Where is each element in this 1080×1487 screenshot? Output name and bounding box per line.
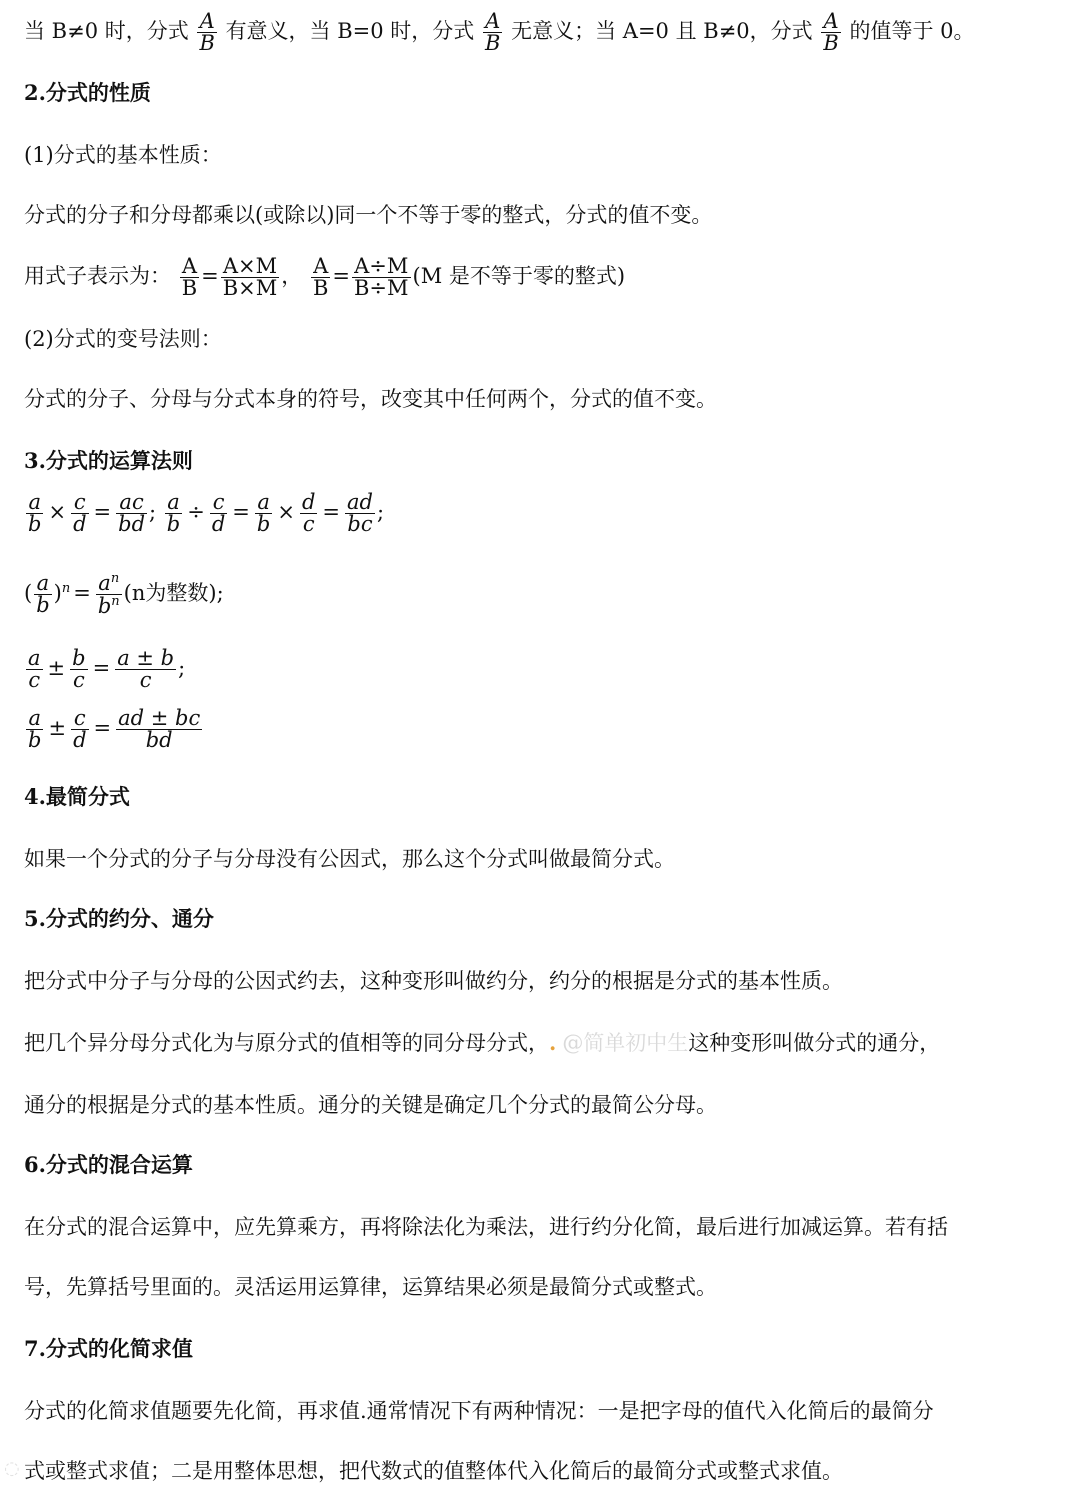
section-2-sub1: (1)分式的基本性质： <box>24 143 222 167</box>
formula-note: (M 是不等于零的整式) <box>412 264 626 288</box>
section-6-p2: 号，先算括号里面的。灵活运用运算律，运算结果必须是最简分式或整式。 <box>24 1275 717 1299</box>
rule-multiply-divide: $\frac{a}{b}$ × $\frac{c}{d}$ = $\frac{ac}{bd}$ ; $\frac{a}{b}$ ÷ $\frac{c}{d}$ = $\frac{a}{b}$ × $\frac{d}{c}$ = $\frac{ad}{bc}$ ; <box>28 490 385 536</box>
rule-different-denominator: $\frac{a}{b}$ ± $\frac{c}{d}$ = $\frac{ad \pm bc}{bd}$ <box>28 706 201 752</box>
intro-line <box>24 6 1074 56</box>
intro-text-2: 有意义，当 B=0 时，分式 <box>225 19 475 43</box>
fraction-a-over-b: $\frac{A}{B}$ <box>823 9 839 55</box>
watermark-text: @简单初中生 <box>562 1031 689 1055</box>
section-4-p1: 如果一个分式的分子与分母没有公因式，那么这个分式叫做最简分式。 <box>24 847 675 871</box>
section-5-title: 5.分式的约分、通分 <box>24 906 214 931</box>
section-7-p1: 分式的化简求值题要先化简，再求值.通常情况下有两种情况：一是把字母的值代入化简后的最简分 <box>24 1399 934 1423</box>
rule-same-denominator: $\frac{a}{c}$ ± $\frac{b}{c}$ = $\frac{a \pm b}{c}$ ; <box>28 646 186 692</box>
fraction-a-b: $\frac{A}{B}$ <box>181 254 198 300</box>
power-note: (n为整数); <box>123 581 224 605</box>
fraction-a-over-b: $\frac{A}{B}$ <box>485 9 501 55</box>
equals-sign: = <box>201 264 219 288</box>
section-2-p2: 分式的分子、分母与分式本身的符号，改变其中任何两个，分式的值不变。 <box>24 387 717 411</box>
section-5-p1: 把分式中分子与分母的公因式约去，这种变形叫做约分，约分的根据是分式的基本性质。 <box>24 969 843 993</box>
fraction-ad-bd: $\frac{A\div M}{B\div M}$ <box>354 254 409 300</box>
section-2-sub2: (2)分式的变号法则： <box>24 327 222 351</box>
section-6-title: 6.分式的混合运算 <box>24 1152 193 1177</box>
intro-text-1: 当 B≠0 时，分式 <box>24 19 189 43</box>
comma: ， <box>281 264 303 288</box>
equals-sign: = <box>332 264 350 288</box>
formula-label: 用式子表示为： <box>24 264 171 288</box>
section-5-p2: 把几个异分母分式化为与原分式的值相等的同分母分式，. @简单初中生这种变形叫做分式的通分， <box>24 1030 941 1055</box>
logo-watermark-icon: ◌ <box>4 1458 20 1479</box>
watermark-dot: . <box>549 1030 557 1055</box>
section-5-p3: 通分的根据是分式的基本性质。通分的关键是确定几个分式的最简公分母。 <box>24 1093 717 1117</box>
section-3-title: 3.分式的运算法则 <box>24 448 193 473</box>
section-7-title: 7.分式的化简求值 <box>24 1336 193 1361</box>
section-2-formula <box>24 246 1074 306</box>
intro-text-4: 的值等于 0。 <box>849 19 975 43</box>
fraction-a-over-b: $\frac{A}{B}$ <box>199 9 215 55</box>
fraction-am-bm: $\frac{A\times M}{B\times M}$ <box>222 254 278 300</box>
intro-text-3: 无意义；当 A=0 且 B≠0，分式 <box>511 19 813 43</box>
rule-power: ( $\frac{a}{b}$ )$^n$ = $\frac{a^n}{b^n}$ (n为整数); <box>24 571 224 618</box>
section-4-title: 4.最简分式 <box>24 784 130 809</box>
section-6-p1: 在分式的混合运算中，应先算乘方，再将除法化为乘法，进行约分化简，最后进行加减运算。若有括 <box>24 1215 948 1239</box>
section-7-p2: 式或整式求值；二是用整体思想，把代数式的值整体代入化简后的最简分式或整式求值。 <box>24 1459 843 1483</box>
section-2-title: 2.分式的性质 <box>24 80 151 105</box>
fraction-a-b: $\frac{A}{B}$ <box>312 254 329 300</box>
section-2-p1: 分式的分子和分母都乘以(或除以)同一个不等于零的整式，分式的值不变。 <box>24 203 713 227</box>
